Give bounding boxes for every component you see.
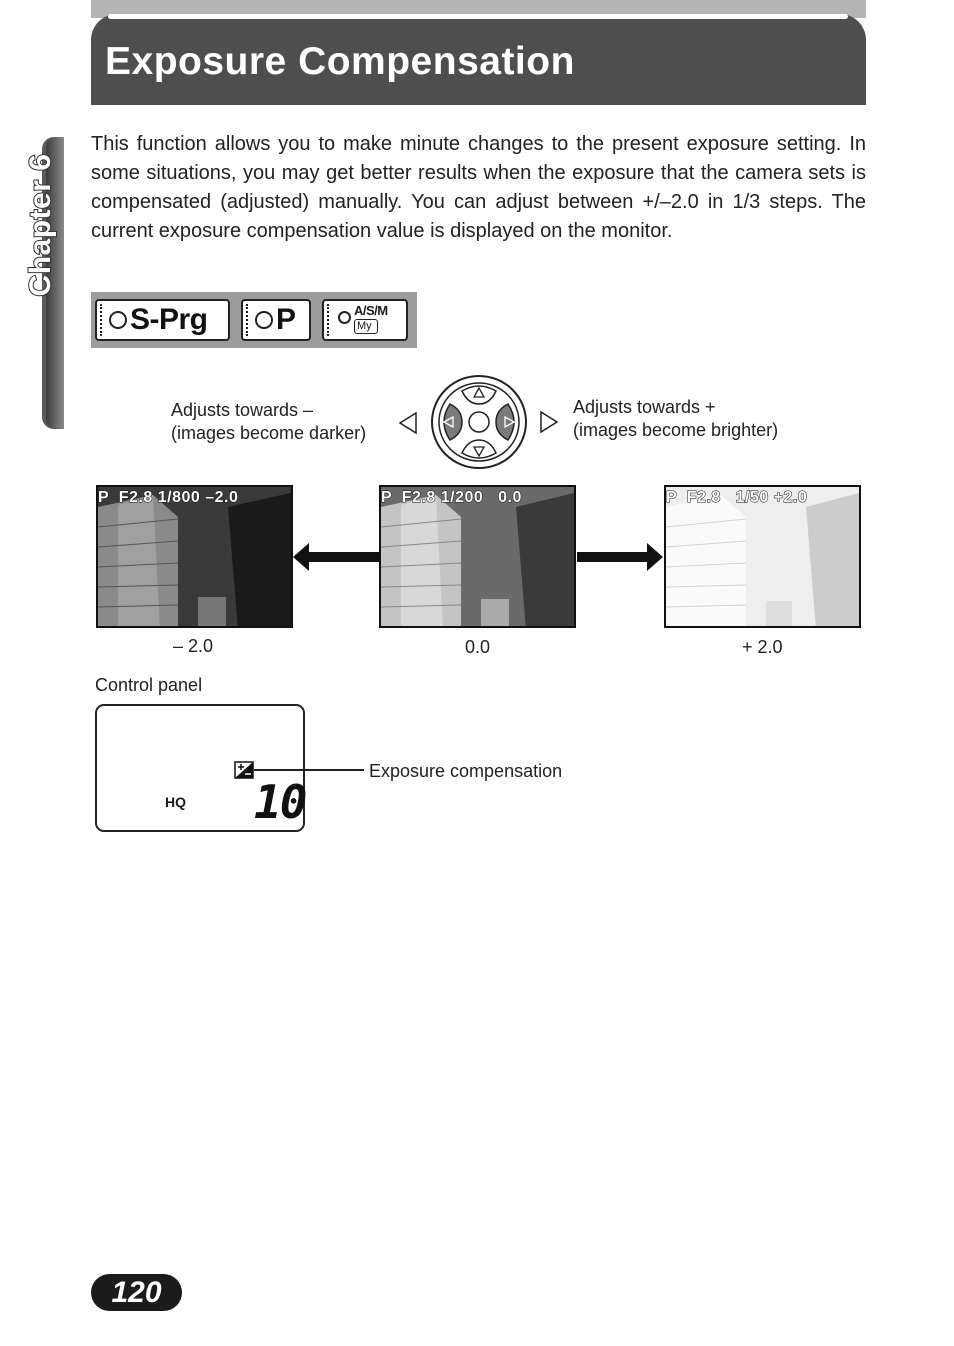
- mode-badge-p: [241, 299, 311, 341]
- mode-badge-sprg: [95, 299, 230, 341]
- arrow-pad-icon: [430, 374, 528, 470]
- intro-paragraph: This function allows you to make minute changes to the present exposure setting. In some situations, you may get better results when the exposure that the camera sets is compensated (adjusted) manually. You can adjust between +/–2.0 in 1/3 steps. The current exposure compensation value is displayed on the monitor.: [91, 133, 866, 242]
- caption-zero: 0.0: [465, 637, 491, 657]
- caption-minus: – 2.0: [173, 636, 214, 656]
- exposure-compensation-icon: [234, 761, 254, 779]
- arrow-left-icon: [293, 543, 379, 571]
- callout-label: Exposure compensation: [369, 761, 563, 781]
- right-label-line2: (images become brighter): [573, 420, 779, 440]
- left-label-line2: (images become darker): [171, 423, 367, 443]
- quality-label: HQ: [165, 794, 186, 810]
- chapter-label: Chapter 6: [24, 153, 57, 297]
- right-triangle-icon: [539, 410, 559, 434]
- photo-hud: P F2.8 1/50 +2.0: [666, 489, 808, 506]
- photo-normal: [379, 485, 576, 628]
- caption-plus: + 2.0: [742, 637, 783, 657]
- photo-dark: [96, 485, 293, 628]
- arrow-right-icon: [577, 543, 663, 571]
- page-title: Exposure Compensation: [105, 40, 575, 83]
- mode-label: P: [276, 303, 296, 336]
- mode-badge-strip: [91, 292, 417, 348]
- right-label-line1: Adjusts towards +: [573, 397, 716, 417]
- photo-hud: P F2.8 1/800 –2.0: [98, 489, 239, 506]
- page-number: 120: [111, 1276, 162, 1309]
- photo-hud: P F2.8 1/200 0.0: [381, 489, 522, 506]
- mode-sub-label: My: [354, 319, 378, 334]
- callout-line: [254, 769, 364, 771]
- mode-badge-asm: [322, 299, 408, 341]
- mode-dial-icon: [338, 311, 351, 324]
- left-label: [171, 399, 366, 445]
- left-triangle-icon: [398, 411, 418, 435]
- mode-dial-icon: [255, 311, 273, 329]
- mode-label: S-Prg: [130, 303, 208, 336]
- shot-count: 10: [254, 775, 306, 829]
- mode-dial-icon: [109, 311, 127, 329]
- mode-label: A/S/M: [354, 303, 388, 318]
- photo-bright: [664, 485, 861, 628]
- control-panel-label: Control panel: [95, 675, 203, 695]
- header-highlight: [108, 14, 848, 19]
- left-label-line1: Adjusts towards –: [171, 400, 314, 420]
- right-label: [573, 396, 778, 442]
